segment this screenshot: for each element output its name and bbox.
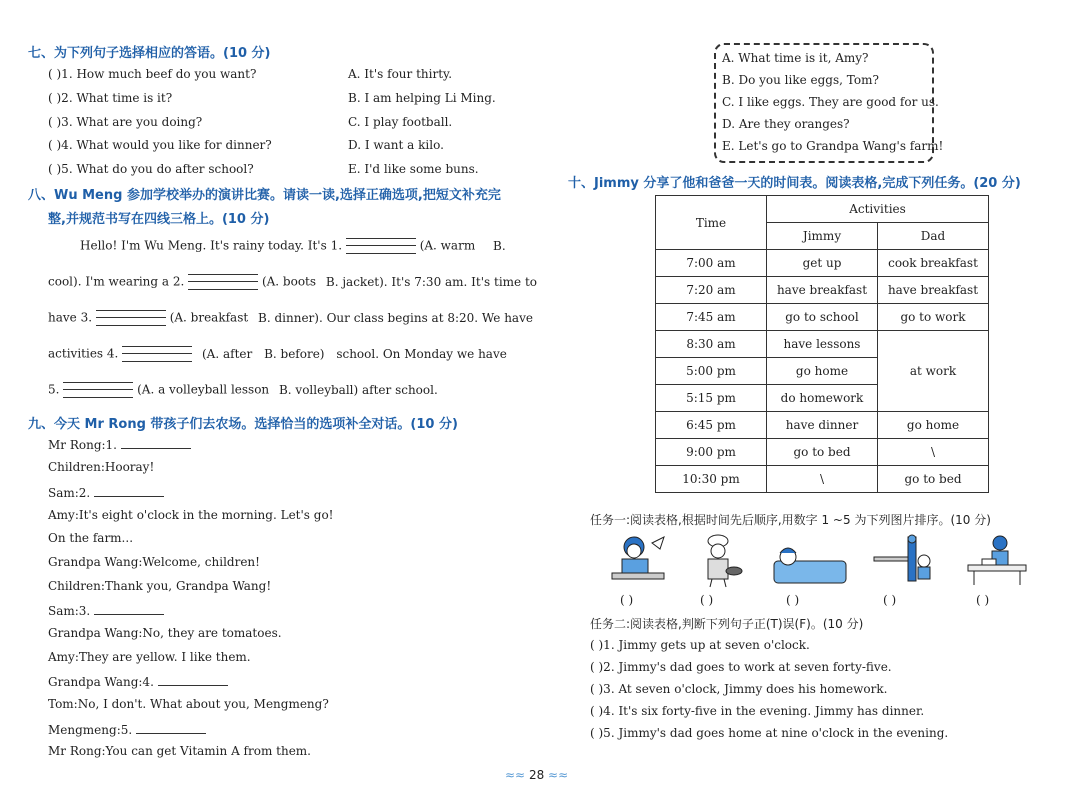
option-text: (A. warm [419,238,476,253]
cell-jimmy: have breakfast [767,277,878,304]
dialogue-line: Children:Thank you, Grandpa Wang! [48,579,272,593]
tf-item: ( )4. It's six forty-five in the evening. Jimmy has dinner. [590,704,925,718]
passage-text: activities 4. [48,346,119,361]
section-8-title-line2: 整,并规范书写在四线三格上。(10 分) [48,212,270,227]
picture-label[interactable]: ( ) [700,593,714,607]
cell-jimmy: go home [767,358,878,385]
header-dad: Dad [878,223,989,250]
cell-jimmy: have lessons [767,331,878,358]
section-9-title: 九、今天 Mr Rong 带孩子们去农场。选择恰当的选项补全对话。(10 分) [28,417,458,432]
answer-blank[interactable] [136,721,206,734]
passage-text: Hello! I'm Wu Meng. It's rainy today. It's 1. [80,238,343,253]
picture-label[interactable]: ( ) [883,593,897,607]
dialogue-option: B. Do you like eggs, Tom? [722,73,879,87]
cell-time: 6:45 pm [656,412,767,439]
page-number: 28 [528,768,545,782]
a7-3: C. I play football. [348,115,453,129]
passage-text: cool). I'm wearing a 2. [48,274,185,289]
dialogue-option: A. What time is it, Amy? [722,51,869,65]
option-text: B. before) [264,346,325,361]
dialogue-line: Mr Rong:1. [48,436,191,452]
q7-4: ( )4. What would you like for dinner? [48,138,272,152]
cell-dad: go to work [878,304,989,331]
passage-text: have 3. [48,310,93,325]
picture-sleeping [770,533,850,589]
dialogue-options-box [714,43,944,163]
cell-dad: cook breakfast [878,250,989,277]
cell-time: 10:30 pm [656,466,767,493]
dialogue-line: Amy:They are yellow. I like them. [48,650,251,664]
section-8-title-line1: 八、Wu Meng 参加学校举办的演讲比赛。请读一读,选择正确选项,把短文补充完 [28,188,501,203]
table-row [656,250,989,277]
dialogue-line: Mengmeng:5. [48,721,206,737]
passage-text: B. jacket). It's 7:30 am. It's time to [325,274,538,289]
tf-item: ( )5. Jimmy's dad goes home at nine o'clock in the evening. [590,726,949,740]
cell-time: 8:30 am [656,331,767,358]
cell-time: 7:00 am [656,250,767,277]
answer-blank[interactable] [94,484,164,497]
section-7-title: 七、为下列句子选择相应的答语。(10 分) [28,46,271,61]
cell-jimmy: go to school [767,304,878,331]
passage-text: B. volleyball) after school. [278,382,438,397]
answer-blank[interactable] [94,602,164,615]
a7-4: D. I want a kilo. [348,138,444,152]
tf-item: ( )1. Jimmy gets up at seven o'clock. [590,638,810,652]
blank-3[interactable] [96,310,166,326]
cell-time: 5:15 pm [656,385,767,412]
cell-jimmy: have dinner [767,412,878,439]
picture-label[interactable]: ( ) [786,593,800,607]
dialogue-option: C. I like eggs. They are good for us. [722,95,939,109]
option-text: (A. after [202,346,253,361]
task1-title: 任务一:阅读表格,根据时间先后顺序,用数字 1 ~5 为下列图片排序。(10 分) [590,513,991,527]
ornament-right-icon: ≈≈ [548,768,569,782]
blank-2[interactable] [188,274,258,290]
tf-item: ( )2. Jimmy's dad goes to work at seven forty-five. [590,660,892,674]
ornament-left-icon: ≈≈ [505,768,526,782]
blank-1[interactable] [346,238,416,254]
q7-3: ( )3. What are you doing? [48,115,203,129]
dialogue-option: E. Let's go to Grandpa Wang's farm! [722,139,944,153]
header-time: Time [656,196,767,250]
picture-cooking [696,533,746,589]
cell-time: 5:00 pm [656,358,767,385]
cell-jimmy: \ [767,466,878,493]
dialogue-line: Sam:2. [48,484,164,500]
cell-time: 9:00 pm [656,439,767,466]
passage-line-1 [80,238,506,254]
a7-5: E. I'd like some buns. [348,162,479,176]
dialogue-line: Amy:It's eight o'clock in the morning. Let's go! [48,508,334,522]
passage-line-5 [48,382,438,398]
table-row [656,439,989,466]
tf-item: ( )3. At seven o'clock, Jimmy does his homework. [590,682,888,696]
dialogue-line: Grandpa Wang:No, they are tomatoes. [48,626,282,640]
table-row [656,466,989,493]
passage-text: school. On Monday we have [336,346,507,361]
dialogue-line: Children:Hooray! [48,460,155,474]
picture-going-to-school [872,533,938,589]
header-activities: Activities [767,196,989,223]
cell-jimmy: get up [767,250,878,277]
passage-line-4 [48,346,507,362]
header-jimmy: Jimmy [767,223,878,250]
option-text: B. [493,238,506,253]
option-text: (A. breakfast [169,310,249,325]
schedule-table [655,195,989,493]
picture-label[interactable]: ( ) [976,593,990,607]
dialogue-option: D. Are they oranges? [722,117,850,131]
cell-time: 7:20 am [656,277,767,304]
q7-1: ( )1. How much beef do you want? [48,67,257,81]
option-text: (A. a volleyball lesson [137,382,270,397]
dialogue-line: Grandpa Wang:4. [48,673,228,689]
dialogue-line: Grandpa Wang:Welcome, children! [48,555,260,569]
cell-dad: go home [878,412,989,439]
cell-dad: have breakfast [878,277,989,304]
passage-text: B. dinner). Our class begins at 8:20. We have [258,310,533,325]
cell-dad: \ [878,439,989,466]
task2-title: 任务二:阅读表格,判断下列句子正(T)误(F)。(10 分) [590,617,864,631]
table-row [656,412,989,439]
option-text: (A. boots [261,274,317,289]
a7-1: A. It's four thirty. [348,67,453,81]
cell-dad: go to bed [878,466,989,493]
dialogue-line: On the farm... [48,531,134,545]
passage-line-3 [48,310,533,326]
picture-eating-breakfast [608,533,672,589]
answer-blank[interactable] [158,673,228,686]
a7-2: B. I am helping Li Ming. [348,91,496,105]
cell-jimmy: go to bed [767,439,878,466]
blank-4[interactable] [122,346,192,362]
table-row [656,277,989,304]
cell-jimmy: do homework [767,385,878,412]
cell-dad: at work [878,331,989,412]
page-number-footer [505,768,568,782]
q7-5: ( )5. What do you do after school? [48,162,254,176]
dialogue-line: Tom:No, I don't. What about you, Mengmeng? [48,697,329,711]
picture-label[interactable]: ( ) [620,593,634,607]
table-row [656,304,989,331]
answer-blank[interactable] [121,436,191,449]
table-row [656,331,989,358]
dialogue-line: Sam:3. [48,602,164,618]
passage-line-2 [48,274,537,290]
blank-5[interactable] [63,382,133,398]
cell-time: 7:45 am [656,304,767,331]
q7-2: ( )2. What time is it? [48,91,173,105]
dialogue-line: Mr Rong:You can get Vitamin A from them. [48,744,311,758]
section-10-title: 十、Jimmy 分享了他和爸爸一天的时间表。阅读表格,完成下列任务。(20 分) [568,176,1021,191]
passage-text: 5. [48,382,60,397]
picture-doing-homework [964,533,1030,589]
